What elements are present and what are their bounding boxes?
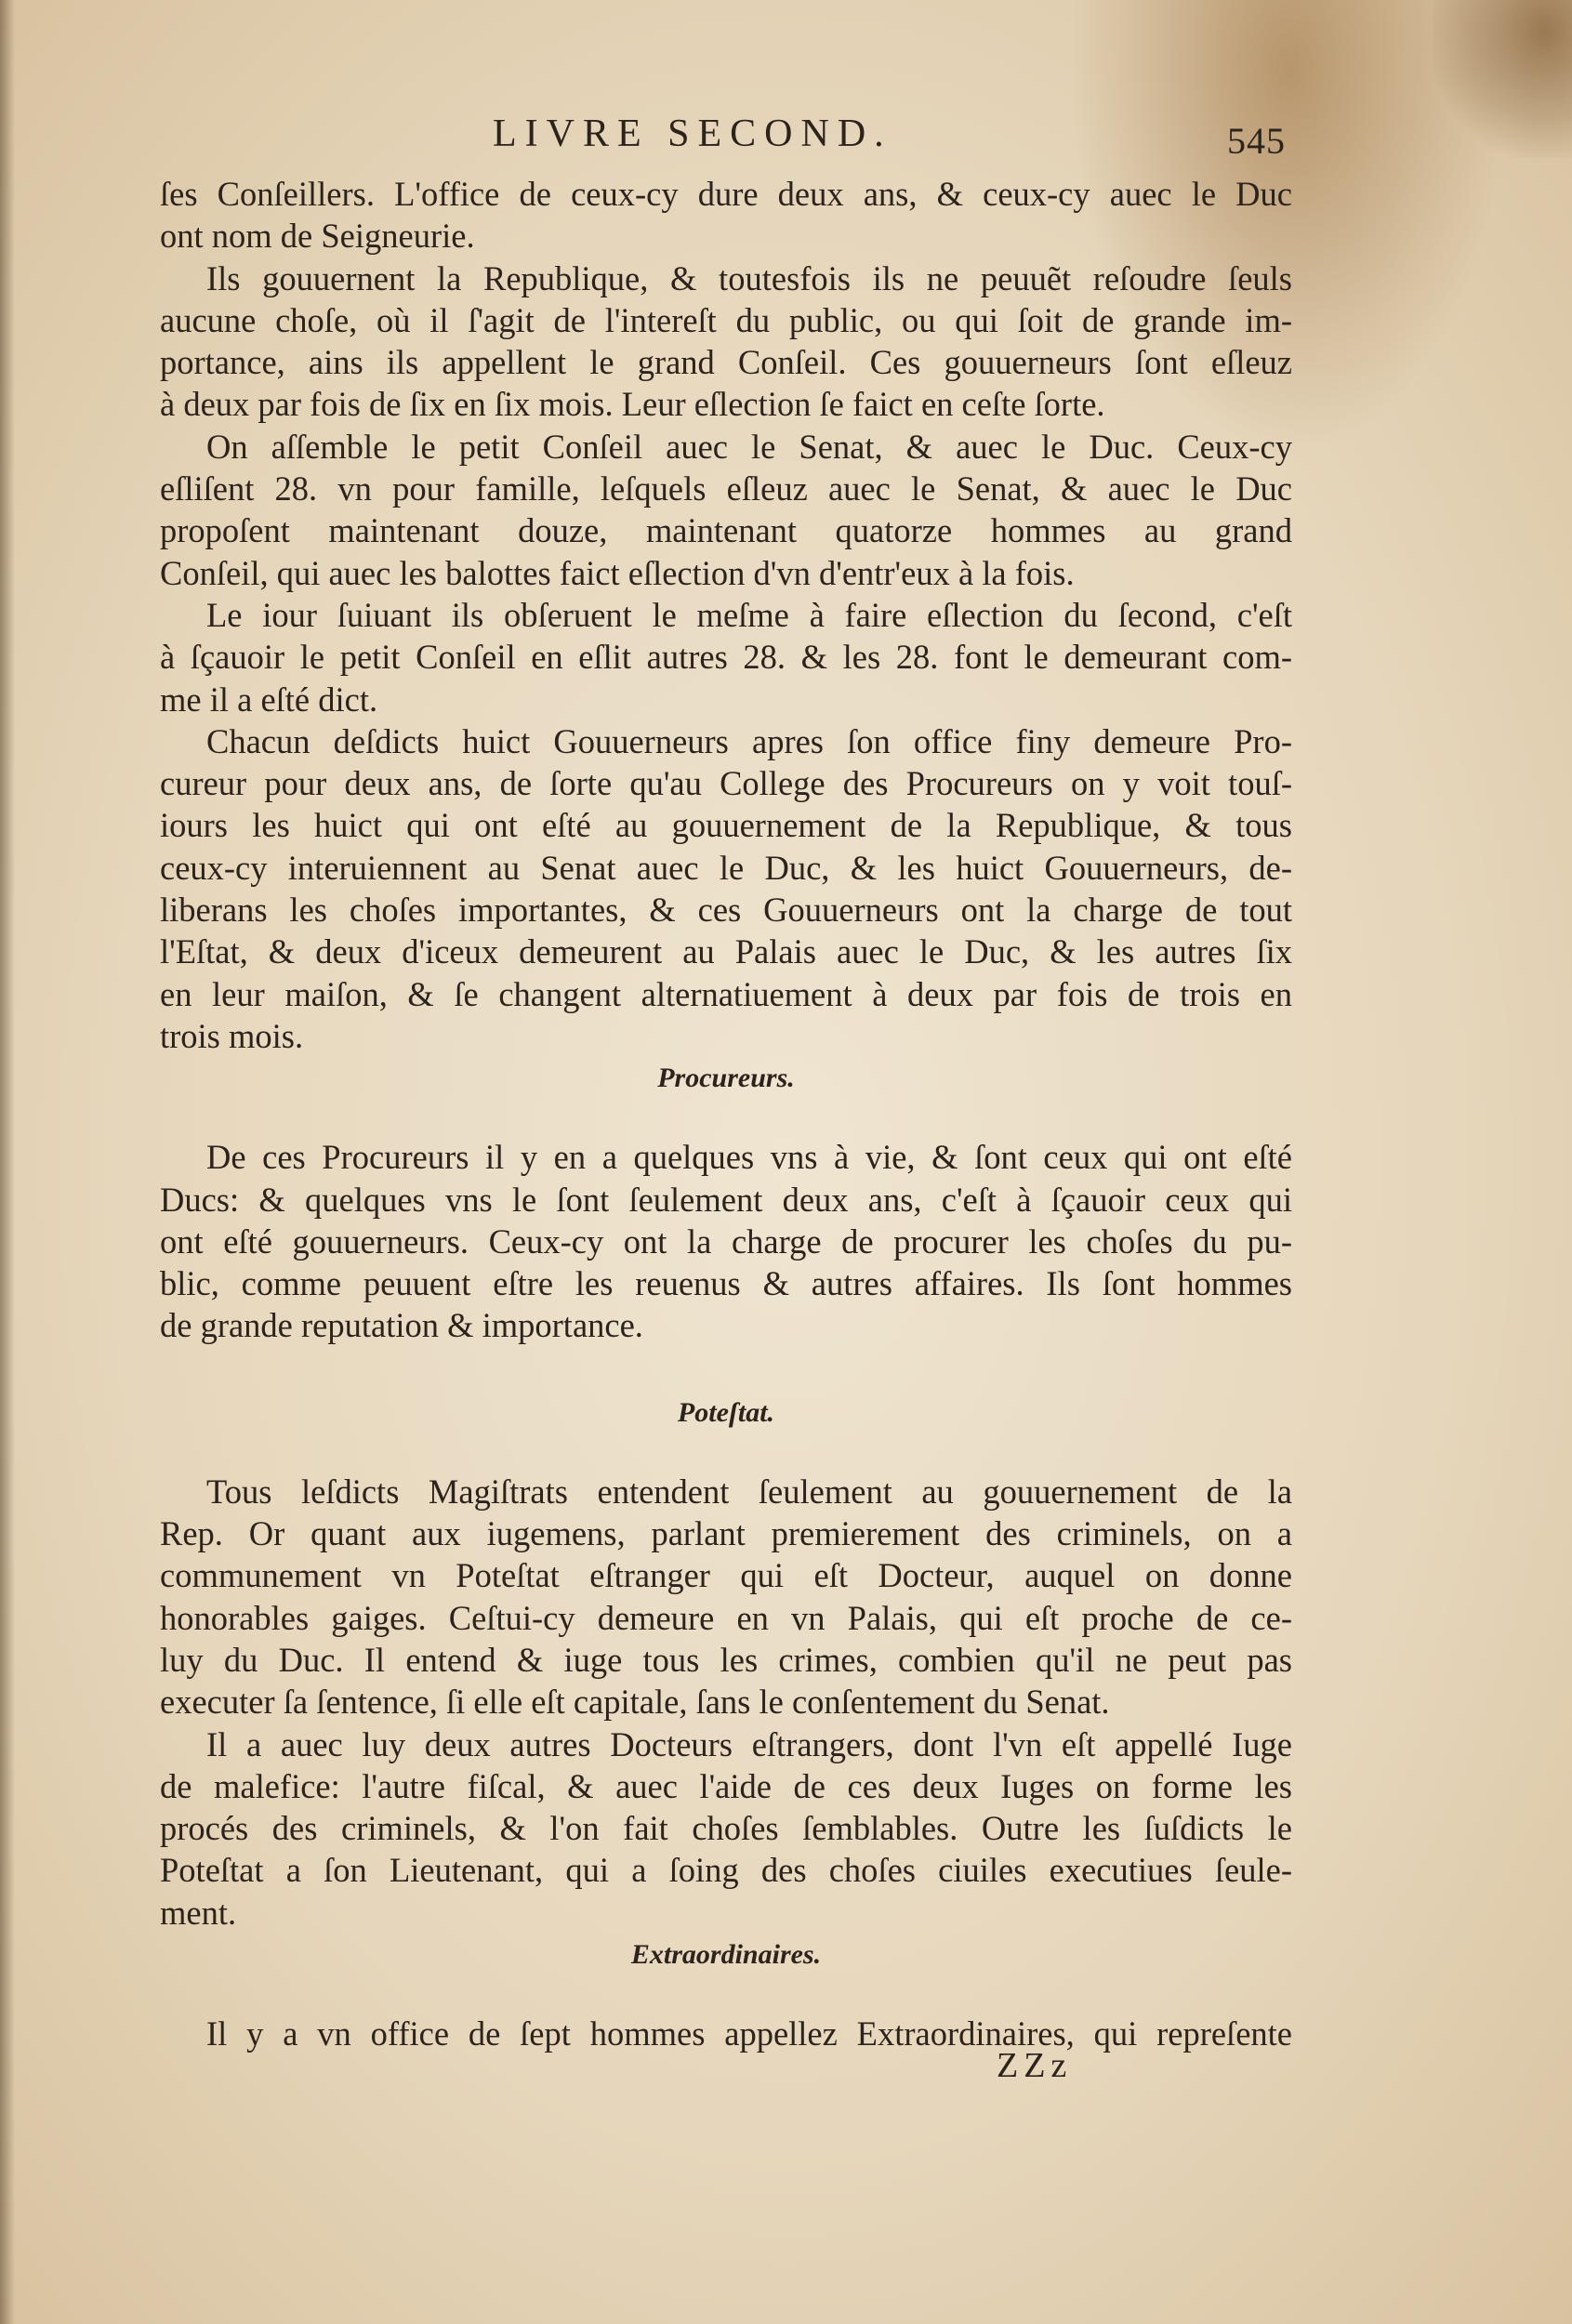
running-head: LIVRE SECOND.	[493, 112, 892, 155]
text-line: ment.	[160, 1893, 237, 1932]
signature-mark: ZZz	[997, 2046, 1073, 2085]
text-line: luy du Duc. Il entend & iuge tous les crimes, combien qu'il ne peut pas	[160, 1640, 1292, 1679]
text-line: à deux par fois de ſix en ſix mois. Leur eſlection ſe faict en ceſte ſorte.	[160, 385, 1105, 424]
page-gutter-shadow	[0, 0, 15, 2324]
text-line: honorables gaiges. Ceſtui-cy demeure en vn Palais, qui eſt proche de ce-	[160, 1598, 1292, 1637]
text-line: Tous leſdicts Magiſtrats entendent ſeulement au gouuernement de la	[206, 1472, 1292, 1511]
text-line: ont nom de Seigneurie.	[160, 217, 475, 256]
page-number: 545	[1227, 120, 1286, 162]
text-line: Il y a vn office de ſept hommes appellez Extraordinaires, qui repreſente	[206, 2014, 1292, 2053]
text-line: De ces Procureurs il y en a quelques vns à vie, & ſont ceux qui ont eſté	[206, 1138, 1292, 1177]
paper-stain	[1433, 0, 1572, 158]
text-line: Chacun deſdicts huict Gouuerneurs apres ſon office finy demeure Pro-	[206, 721, 1292, 760]
text-line: iours les huict qui ont eſté au gouuernement de la Republique, & tous	[160, 806, 1292, 845]
text-line: procés des criminels, & l'on fait choſes ſemblables. Outre les ſuſdicts le	[160, 1809, 1292, 1848]
text-line: de malefice: l'autre fiſcal, & auec l'aide de ces deux Iuges on forme les	[160, 1766, 1292, 1805]
spacer	[160, 1433, 1292, 1471]
text-line: de grande reputation & importance.	[160, 1306, 643, 1345]
section-heading-extraordinaires: Extraordinaires.	[630, 1938, 822, 1970]
section-heading-potestat: Poteſtat.	[677, 1396, 775, 1428]
text-line: me il a eſté dict.	[160, 680, 378, 719]
text-line: aucune choſe, où il ſ'agit de l'intereſt du public, ou qui ſoit de grande im-	[160, 300, 1292, 339]
section-heading-procureurs: Procureurs.	[657, 1063, 795, 1094]
text-line: trois mois.	[160, 1016, 304, 1055]
text-line: en leur maiſon, & ſe changent alternatiuement à deux par fois de trois en	[160, 974, 1292, 1013]
text-line: On aſſemble le petit Conſeil auec le Senat, & auec le Duc. Ceux-cy	[206, 427, 1292, 466]
text-line: executer ſa ſentence, ſi elle eſt capitale, ſans le conſentement du Senat.	[160, 1683, 1110, 1722]
text-line: communement vn Poteſtat eſtranger qui eſt Docteur, auquel on donne	[160, 1556, 1292, 1595]
text-line: propoſent maintenant douze, maintenant quatorze hommes au grand	[160, 511, 1292, 550]
text-line: Le iour ſuiuant ils obſeruent le meſme à faire eſlection du ſecond, c'eſt	[206, 595, 1292, 634]
text-line: liberans les choſes importantes, & ces Gouuerneurs ont la charge de tout	[160, 891, 1292, 930]
text-line: ont eſté gouuerneurs. Ceux-cy ont la charge de procurer les choſes du pu-	[160, 1221, 1292, 1261]
text-line: cureur pour deux ans, de ſorte qu'au College des Procureurs on y voit touſ-	[160, 764, 1292, 803]
spacer	[160, 1975, 1292, 2013]
text-line: Ducs: & quelques vns le ſont ſeulement deux ans, c'eſt à ſçauoir ceux qui	[160, 1180, 1292, 1219]
text-line: ceux-cy interuiennent au Senat auec le Duc, & les huict Gouuerneurs, de-	[160, 848, 1292, 887]
text-line: eſliſent 28. vn pour famille, leſquels eſleuz auec le Senat, & auec le Duc	[160, 469, 1292, 508]
text-line: à ſçauoir le petit Conſeil en eſlit autres 28. & les 28. font le demeurant com-	[160, 638, 1292, 677]
text-line: Poteſtat a ſon Lieutenant, qui a ſoing des choſes ciuiles executiues ſeule-	[160, 1851, 1292, 1890]
body-text	[160, 173, 1292, 2054]
text-line: blic, comme peuuent eſtre les reuenus & autres affaires. Ils ſont hommes	[160, 1264, 1292, 1303]
spacer	[160, 1347, 1292, 1392]
text-line: ſes Conſeillers. L'office de ceux-cy dure deux ans, & ceux-cy auec le Duc	[160, 175, 1292, 213]
text-line: Il a auec luy deux autres Docteurs eſtrangers, dont l'vn eſt appellé Iuge	[206, 1724, 1292, 1763]
text-line: l'Eſtat, & deux d'iceux demeurent au Palais auec le Duc, & les autres ſix	[160, 932, 1292, 971]
text-line: Conſeil, qui auec les balottes faict eſlection d'vn d'entr'eux à la fois.	[160, 553, 1075, 592]
text-line: portance, ains ils appellent le grand Conſeil. Ces gouuerneurs ſont eſleuz	[160, 343, 1292, 382]
spacer	[160, 1099, 1292, 1136]
text-line: Ils gouuernent la Republique, & toutesfois ils ne peuuẽt reſoudre ſeuls	[206, 258, 1292, 297]
text-line: Rep. Or quant aux iugemens, parlant premierement des criminels, on a	[160, 1514, 1292, 1553]
